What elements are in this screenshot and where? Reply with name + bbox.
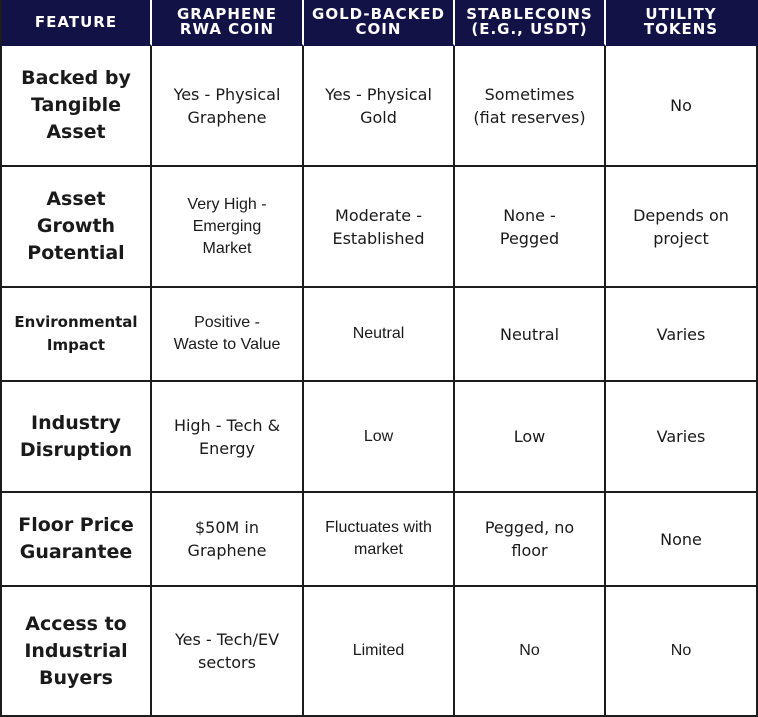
- value-text: Low: [363, 427, 394, 445]
- value-cell: [606, 167, 758, 288]
- value-cell: [606, 587, 758, 717]
- value-cell: [304, 167, 455, 288]
- feature-cell: [0, 167, 152, 288]
- value-text: Varies: [656, 324, 706, 344]
- value-text: None - Pegged: [499, 205, 560, 248]
- value-text: $50M in Graphene: [187, 518, 267, 560]
- value-text: Limited: [352, 642, 405, 659]
- value-text: Yes - Tech/EV sectors: [174, 630, 280, 672]
- feature-label: Access to Industrial Buyers: [24, 612, 128, 689]
- value-cell: [152, 382, 304, 493]
- value-cell: [455, 167, 606, 288]
- value-text: Positive - Waste to Value: [173, 314, 281, 353]
- value-cell: [152, 587, 304, 717]
- value-text: Pegged, no floor: [484, 518, 575, 560]
- value-cell: [455, 587, 606, 717]
- header-stablecoins: [455, 0, 606, 46]
- value-text: No: [519, 642, 540, 659]
- value-text: No: [670, 96, 692, 115]
- header-gold-backed-coin: [304, 0, 455, 46]
- value-cell: [606, 493, 758, 587]
- value-text: Depends on project: [633, 205, 729, 248]
- header-feature-label: FEATURE: [34, 12, 118, 31]
- value-cell: [606, 46, 758, 167]
- value-cell: [455, 46, 606, 167]
- feature-cell: [0, 288, 152, 382]
- value-cell: [152, 288, 304, 382]
- header-graphene-rwa-coin: [152, 0, 304, 46]
- feature-cell: [0, 46, 152, 167]
- value-cell: [606, 288, 758, 382]
- value-text: None: [660, 529, 702, 549]
- value-text: Moderate - Established: [332, 205, 425, 248]
- value-cell: [304, 493, 455, 587]
- value-cell: [455, 288, 606, 382]
- feature-cell: [0, 587, 152, 717]
- value-cell: [152, 46, 304, 167]
- value-cell: [152, 493, 304, 587]
- value-text: Fluctuates with market: [325, 519, 432, 558]
- value-text: Sometimes (fiat reserves): [473, 84, 586, 127]
- value-cell: [304, 587, 455, 717]
- header-utility-tokens-label: UTILITY TOKENS: [643, 5, 719, 38]
- value-cell: [606, 382, 758, 493]
- feature-label: Environmental Impact: [14, 313, 138, 354]
- value-text: No: [670, 642, 692, 659]
- feature-label: Industry Disruption: [19, 411, 133, 461]
- value-cell: [455, 493, 606, 587]
- value-text: Varies: [656, 427, 706, 446]
- value-cell: [455, 382, 606, 493]
- value-text: Low: [513, 427, 546, 446]
- header-gold-backed-coin-label: GOLD-BACKED COIN: [312, 5, 445, 38]
- header-utility-tokens: [606, 0, 758, 46]
- feature-label: Floor Price Guarantee: [18, 514, 134, 563]
- value-cell: [304, 382, 455, 493]
- value-text: Neutral: [352, 325, 405, 342]
- value-text: Yes - Physical Gold: [325, 84, 432, 127]
- value-cell: [304, 46, 455, 167]
- feature-label: Backed by Tangible Asset: [21, 67, 131, 143]
- header-feature: [0, 0, 152, 46]
- value-text: Neutral: [499, 324, 560, 344]
- feature-cell: [0, 493, 152, 587]
- value-text: Yes - Physical Graphene: [173, 84, 281, 127]
- header-graphene-rwa-coin-label: GRAPHENE RWA COIN: [176, 5, 278, 38]
- feature-cell: [0, 382, 152, 493]
- header-stablecoins-label: STABLECOINS (E.G., USDT): [466, 5, 593, 38]
- value-cell: [304, 288, 455, 382]
- value-text: Very High - Emerging Market: [187, 195, 267, 257]
- value-cell: [152, 167, 304, 288]
- value-text: High - Tech & Energy: [173, 415, 281, 458]
- feature-label: Asset Growth Potential: [27, 188, 125, 264]
